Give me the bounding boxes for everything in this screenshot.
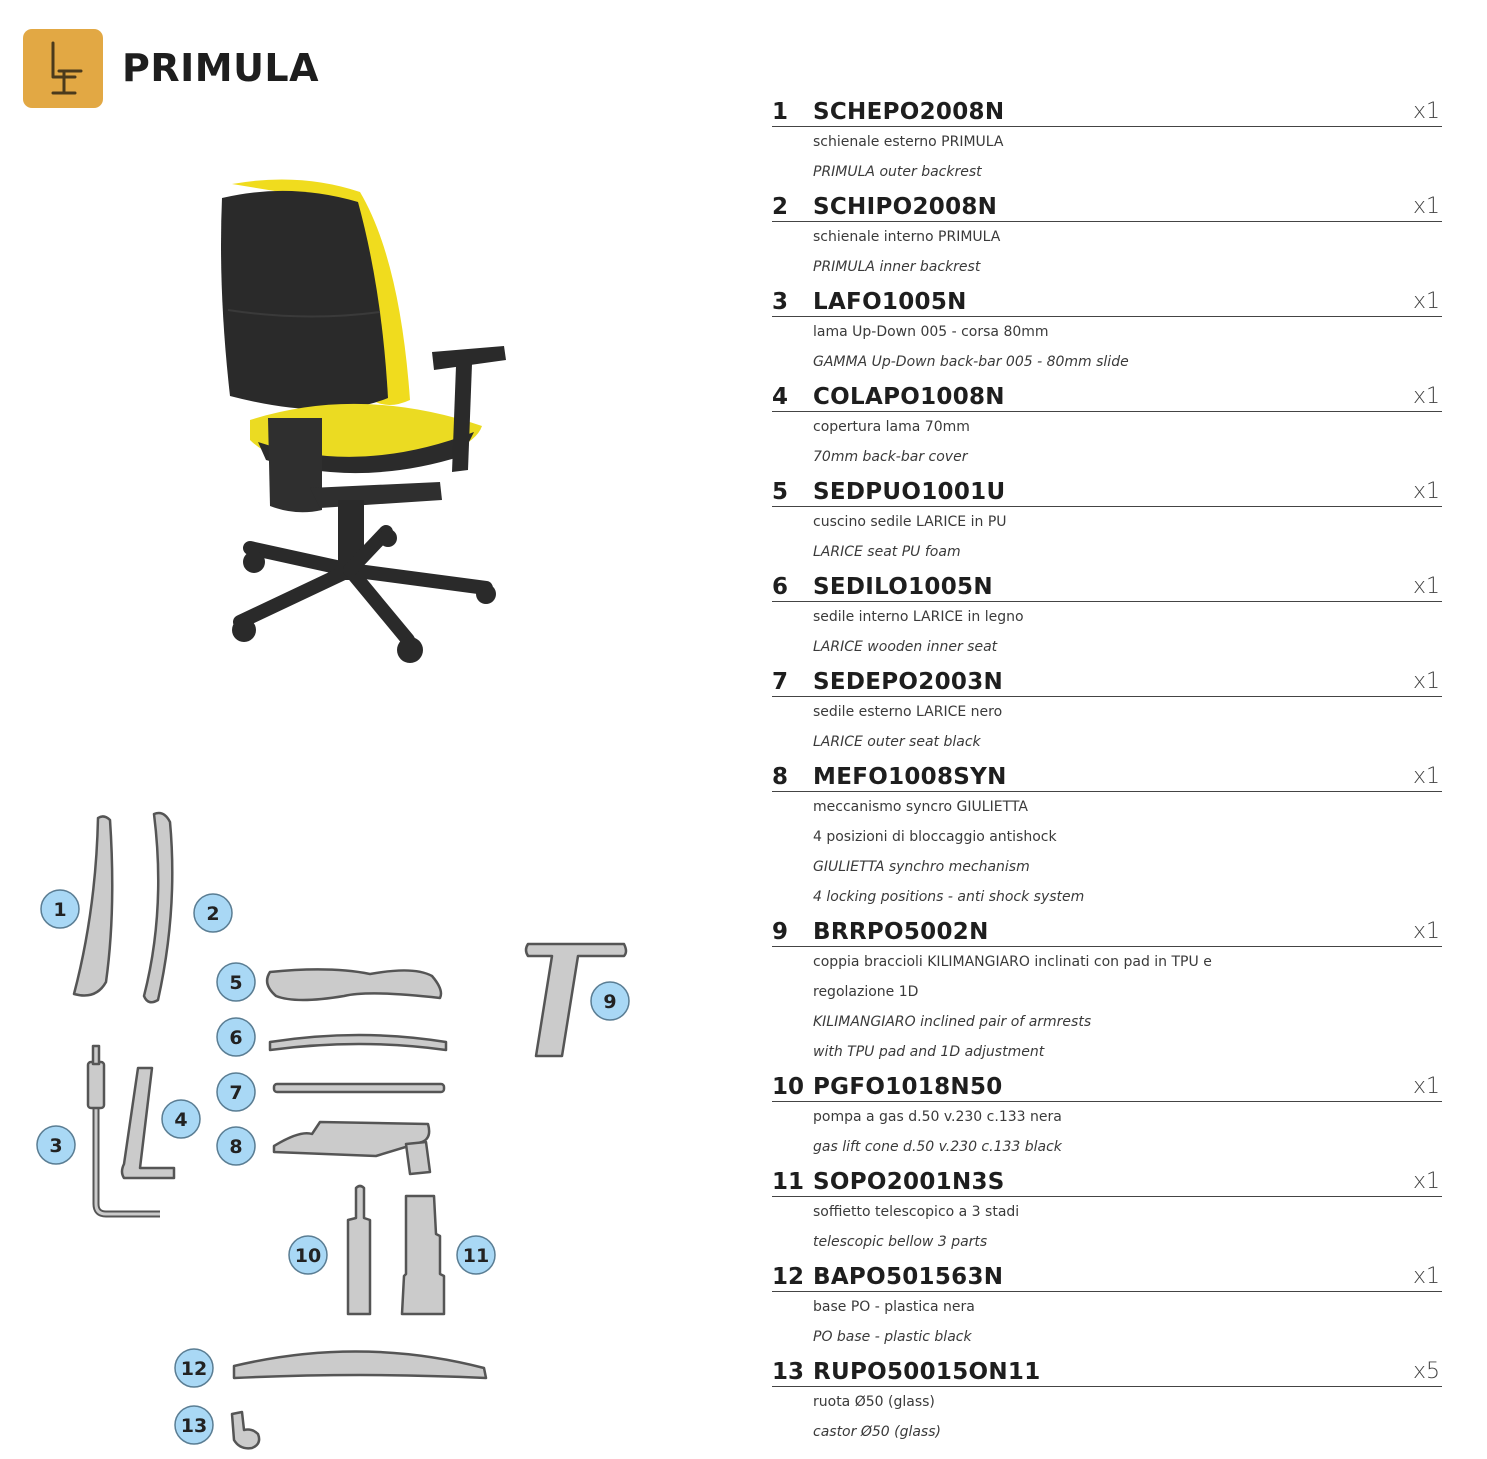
italian-description: schienale interno PRIMULA — [813, 229, 1001, 245]
part-7-shape — [274, 1084, 444, 1092]
part-number: 4 — [772, 384, 789, 410]
part-description — [772, 1102, 1442, 1167]
part-quantity: x1 — [1412, 1169, 1440, 1194]
part-quantity: x1 — [1412, 479, 1440, 504]
part-description — [772, 507, 1442, 572]
part-quantity: x1 — [1412, 919, 1440, 944]
english-description: KILIMANGIARO inclined pair of armrests — [813, 1014, 1092, 1030]
callout-9 — [591, 982, 629, 1020]
callout-6 — [217, 1018, 255, 1056]
part-header — [772, 192, 1442, 222]
part-header — [772, 477, 1442, 507]
svg-text:9: 9 — [603, 991, 617, 1013]
part-number: 6 — [772, 574, 789, 600]
part-code: SOPO2001N3S — [813, 1169, 1005, 1195]
parts-list — [772, 97, 1442, 1452]
part-code: RUPO50015ON11 — [813, 1359, 1041, 1385]
part-code: COLAPO1008N — [813, 384, 1005, 410]
part-row-11 — [772, 1167, 1442, 1262]
callout-2 — [194, 894, 232, 932]
svg-text:11: 11 — [462, 1245, 490, 1267]
part-code: LAFO1005N — [813, 289, 967, 315]
english-description: GIULIETTA synchro mechanism — [813, 859, 1030, 875]
part-header — [772, 97, 1442, 127]
italian-description: regolazione 1D — [813, 984, 919, 1000]
svg-text:3: 3 — [49, 1135, 63, 1157]
italian-description: soffietto telescopico a 3 stadi — [813, 1204, 1020, 1220]
part-row-10 — [772, 1072, 1442, 1167]
italian-description: pompa a gas d.50 v.230 c.133 nera — [813, 1109, 1062, 1125]
part-description — [772, 1197, 1442, 1262]
part-code: SCHEPO2008N — [813, 99, 1005, 125]
chair-photo — [210, 170, 520, 670]
italian-description: 4 posizioni di bloccaggio antishock — [813, 829, 1057, 845]
part-quantity: x1 — [1412, 99, 1440, 124]
part-number: 3 — [772, 289, 789, 315]
part-row-6 — [772, 572, 1442, 667]
italian-description: sedile esterno LARICE nero — [813, 704, 1003, 720]
office-chair-icon — [23, 29, 103, 108]
callout-1 — [41, 890, 79, 928]
part-description — [772, 1292, 1442, 1357]
part-quantity: x1 — [1412, 1264, 1440, 1289]
part-number: 7 — [772, 669, 789, 695]
part-1-shape — [74, 816, 112, 995]
part-code: PGFO1018N50 — [813, 1074, 1003, 1100]
part-row-12 — [772, 1262, 1442, 1357]
part-13-shape — [232, 1412, 259, 1448]
part-row-13 — [772, 1357, 1442, 1452]
part-number: 13 — [772, 1359, 805, 1385]
svg-text:6: 6 — [229, 1027, 243, 1049]
callout-7 — [217, 1073, 255, 1111]
italian-description: schienale esterno PRIMULA — [813, 134, 1004, 150]
part-number: 11 — [772, 1169, 805, 1195]
english-description: telescopic bellow 3 parts — [813, 1234, 988, 1250]
italian-description: sedile interno LARICE in legno — [813, 609, 1024, 625]
part-12-shape — [234, 1351, 486, 1378]
callout-12 — [175, 1349, 213, 1387]
part-header — [772, 287, 1442, 317]
english-description: 70mm back-bar cover — [813, 449, 968, 465]
svg-text:12: 12 — [180, 1358, 208, 1380]
part-description — [772, 697, 1442, 762]
svg-text:1: 1 — [53, 899, 67, 921]
part-row-3 — [772, 287, 1442, 382]
part-number: 10 — [772, 1074, 805, 1100]
part-number: 12 — [772, 1264, 805, 1290]
part-description — [772, 222, 1442, 287]
part-description — [772, 127, 1442, 192]
part-3-knob — [88, 1062, 104, 1108]
callout-10 — [289, 1236, 327, 1274]
svg-text:5: 5 — [229, 972, 243, 994]
part-quantity: x1 — [1412, 1074, 1440, 1099]
svg-text:4: 4 — [174, 1109, 188, 1131]
part-11-shape — [402, 1196, 444, 1314]
english-description: LARICE wooden inner seat — [813, 639, 998, 655]
exploded-diagram — [30, 800, 650, 1459]
callout-5 — [217, 963, 255, 1001]
italian-description: base PO - plastica nera — [813, 1299, 975, 1315]
part-code: SEDPUO1001U — [813, 479, 1006, 505]
part-header — [772, 1262, 1442, 1292]
part-number: 2 — [772, 194, 789, 220]
english-description: GAMMA Up-Down back-bar 005 - 80mm slide — [813, 354, 1129, 370]
english-description: LARICE seat PU foam — [813, 544, 961, 560]
part-number: 5 — [772, 479, 789, 505]
part-code: BRRPO5002N — [813, 919, 989, 945]
part-row-5 — [772, 477, 1442, 572]
part-row-9 — [772, 917, 1442, 1072]
english-description: 4 locking positions - anti shock system — [813, 889, 1085, 905]
part-quantity: x1 — [1412, 289, 1440, 314]
svg-text:2: 2 — [206, 903, 220, 925]
part-quantity: x1 — [1412, 384, 1440, 409]
callout-8 — [217, 1127, 255, 1165]
english-description: PRIMULA inner backrest — [813, 259, 981, 275]
part-row-4 — [772, 382, 1442, 477]
part-quantity: x1 — [1412, 764, 1440, 789]
part-6-shape — [270, 1035, 446, 1050]
part-header — [772, 1167, 1442, 1197]
part-5-shape — [267, 969, 441, 1000]
logo — [23, 29, 103, 108]
english-description: gas lift cone d.50 v.230 c.133 black — [813, 1139, 1062, 1155]
part-quantity: x1 — [1412, 574, 1440, 599]
part-header — [772, 667, 1442, 697]
english-description: PO base - plastic black — [813, 1329, 972, 1345]
part-code: SEDILO1005N — [813, 574, 993, 600]
svg-text:7: 7 — [229, 1082, 243, 1104]
part-row-7 — [772, 667, 1442, 762]
part-quantity: x1 — [1412, 194, 1440, 219]
page-title: PRIMULA — [122, 46, 320, 90]
svg-text:13: 13 — [180, 1415, 208, 1437]
italian-description: lama Up-Down 005 - corsa 80mm — [813, 324, 1049, 340]
part-header — [772, 917, 1442, 947]
part-quantity: x1 — [1412, 669, 1440, 694]
english-description: PRIMULA outer backrest — [813, 164, 982, 180]
part-header — [772, 382, 1442, 412]
callout-13 — [175, 1406, 213, 1444]
italian-description: cuscino sedile LARICE in PU — [813, 514, 1007, 530]
svg-text:10: 10 — [294, 1245, 322, 1267]
part-2-shape — [144, 813, 172, 1002]
callout-3 — [37, 1126, 75, 1164]
part-code: BAPO501563N — [813, 1264, 1004, 1290]
part-number: 1 — [772, 99, 789, 125]
part-code: SEDEPO2003N — [813, 669, 1004, 695]
italian-description: coppia braccioli KILIMANGIARO inclinati con pad in TPU e — [813, 954, 1212, 970]
part-row-2 — [772, 192, 1442, 287]
part-row-1 — [772, 97, 1442, 192]
part-header — [772, 1357, 1442, 1387]
part-description — [772, 1387, 1442, 1452]
english-description: LARICE outer seat black — [813, 734, 981, 750]
english-description: castor Ø50 (glass) — [813, 1424, 941, 1440]
english-description: with TPU pad and 1D adjustment — [813, 1044, 1045, 1060]
part-description — [772, 947, 1442, 1072]
italian-description: copertura lama 70mm — [813, 419, 970, 435]
part-quantity: x5 — [1412, 1359, 1440, 1384]
part-row-8 — [772, 762, 1442, 917]
part-header — [772, 1072, 1442, 1102]
part-header — [772, 762, 1442, 792]
part-description — [772, 412, 1442, 477]
callout-4 — [162, 1100, 200, 1138]
part-code: SCHIPO2008N — [813, 194, 998, 220]
part-number: 8 — [772, 764, 789, 790]
part-description — [772, 602, 1442, 667]
svg-text:8: 8 — [229, 1136, 243, 1158]
part-code: MEFO1008SYN — [813, 764, 1007, 790]
part-header — [772, 572, 1442, 602]
callout-11 — [457, 1236, 495, 1274]
part-description — [772, 317, 1442, 382]
part-description — [772, 792, 1442, 917]
italian-description: meccanismo syncro GIULIETTA — [813, 799, 1028, 815]
italian-description: ruota Ø50 (glass) — [813, 1394, 935, 1410]
part-number: 9 — [772, 919, 789, 945]
